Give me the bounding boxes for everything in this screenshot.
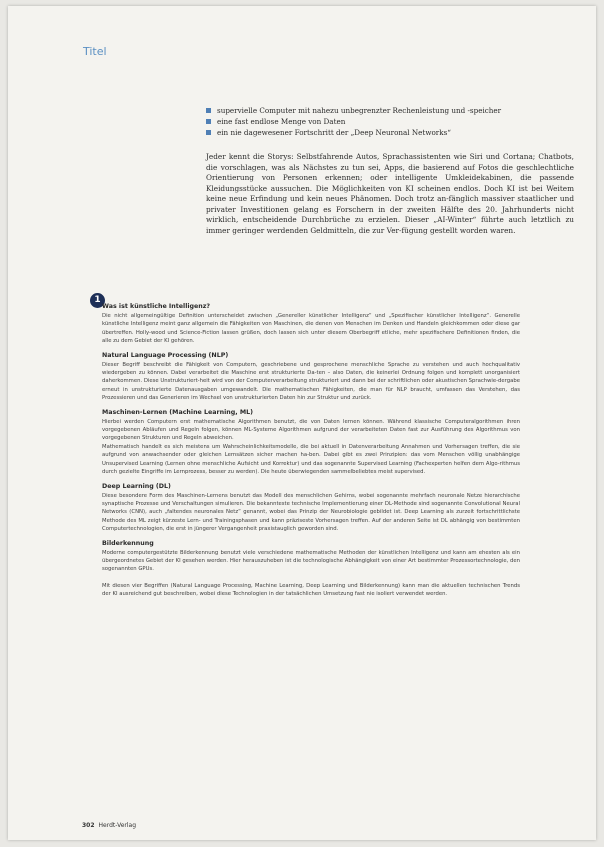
- section-heading-nlp: Natural Language Processing (NLP): [102, 351, 229, 359]
- square-bullet-icon: [206, 130, 211, 135]
- section-text-ki: Die nicht allgemeingültige Definition unterscheidet zwischen „Genereller künstlicher Intelligenz“ und „Spezifischer künstlicher Intelligenz“. Generelle künstliche Intelligenz meint ganz allgemein die Fähigkeiten von Maschinen, die denen von Menschen im Denken und Handeln gleichkommen oder diese gar übertreffen. Holly-wood und Science-Fiction lassen grüßen, doch lassen sich unter diesem Oberbegriff etliche, mehr spezifischere Definitionen finden, die alle zu dem Gebiet der KI gehören.: [102, 313, 520, 345]
- bullet-list: [206, 105, 576, 138]
- section-text-nlp: Dieser Begriff beschreibt die Fähigkeit von Computern, geschriebene und gesprochene menschliche Sprache zu verstehen und auch hochqualitativ wiedergeben zu können. Dabei verarbeitet die Maschine erst strukturierte Da-ten – also Daten, die keinerlei Ordnung folgen und komplett unorganisiert daherkommen. Diese Unstrukturiert-heit wird von der Computerverarbeitung strukturiert und dann bei der schriftlichen oder akustischen Sprachwie-dergabe erneut in unstrukturierte Datenausgaben umgewandelt. Die mathematischen Fähigkeiten, die man für NLP braucht, umfassen das Verstehen, das Prozessieren und das Generieren im Wechsel von unstrukturierten Daten hin zur Struktur und zurück.: [102, 361, 520, 402]
- page-footer: [82, 822, 136, 829]
- intro-paragraph: Jeder kennt die Storys: Selbstfahrende Autos, Sprachassistenten wie Siri und Cortana; Chatbots, die vorschlagen, was als Nächstes zu tun sei, Apps, die basierend auf Fotos die geschlechtliche Orientierung von Personen erkennen; oder intelligente Umkleidekabinen, die passende Kleidungsstücke aussuchen. Die Möglichkeiten von KI scheinen endlos. Doch KI ist bei Weitem keine neue Erfindung und kein neues Phänomen. Doch trotz an-fänglich massiver staatlicher und privater Investitionen gelang es Forschern in der zweiten Hälfte des 20. Jahrhunderts nicht wirklich, entscheidende Durchbrüche zu erzielen. Dieser „AI-Winter“ führte auch letztlich zu immer geringer werdenden Geldmitteln, die zur Ver-fügung gestellt worden waren.: [206, 152, 574, 235]
- bullet-item: [206, 127, 576, 138]
- section-text-ml-1: Hierbei werden Computern erst mathematische Algorithmen benutzt, die von Daten lernen können. Während klassische Computeralgorithmen ihren vorgegebenen Abläufen und Regeln folgen, können ML-Systeme Algorithmen aufgrund der verarbeiteten Daten fast zur Ausführung des Algorithmus von vorgegebenen Strukturen und Regeln abweichen.: [102, 418, 520, 442]
- section-heading-bilderkennung: Bilderkennung: [102, 539, 154, 547]
- bullet-text: eine fast endlose Menge von Daten: [217, 117, 346, 126]
- section-text-dl: Diese besondere Form des Maschinen-Lernens benutzt das Modell des menschlichen Gehirns, wobei sogenannte mehrfach neuronale Netze hierarchische synaptische Prozesse und Verschaltungen simulieren. Die bekannteste technische Implementierung einer DL-Methode sind sogenannte Convolutional Neural Networks (CNN), auch „faltendes neuronales Netz“ genannt, wobei das Prinzip der Neurobiologie gebildet ist. Deep Learning als zurzeit fortschrittlichste Methode des ML zeigt kürzeste Lern- und Trainingsphasen und kann präziseste Vorhersagen treffen. Auf der anderen Seite ist DL abhängig von bestimmten Computertechnologien, die erst in jüngerer Vergangenheit praxistauglich geworden sind.: [102, 492, 520, 533]
- section-heading-ki: Was ist künstliche Intelligenz?: [102, 303, 211, 310]
- footer-label: Herdt-Verlag: [98, 822, 137, 829]
- page-header-title: Titel: [83, 45, 107, 58]
- closing-note: Mit diesen vier Begriffen (Natural Language Processing, Machine Learning, Deep Learning und Bilderkennung) kann man die aktuellen technischen Trends der KI ausreichend gut beschreiben, wobei diese Technologien in der tatsächlichen Umsetzung fast nie isoliert verwendet werden.: [102, 582, 520, 598]
- section-text-ml-2: Mathematisch handelt es sich meistens um Wahrscheinlichkeitsmodelle, die bei aktuell in Datenverarbeitung Annahmen und Vorhersagen treffen, die sie aufgrund von anwachsender oder gleichen Lernsätzen sicher machen ha-ben. Dabei gibt es zwei Prinzipien: das vom Menschen völlig unabhängige Unsupervised Learning (Lernen ohne menschliche Aufsicht und Korrektur) und das sogenannte Supervised Learning (Fachexperten helfen dem Algo-rithmus durch gezielte Eingriffe im Lernprozess, besser zu werden). Die heute überwiegenden sammelbeliebtes meist supervised.: [102, 443, 520, 476]
- info-box: [102, 302, 520, 604]
- bullet-text: ein nie dagewesener Fortschritt der „Deep Neuronal Networks“: [217, 128, 451, 137]
- section-text-bilderkennung: Moderne computergestützte Bilderkennung benutzt viele verschiedene mathematische Methoden der künstlichen Intelligenz und kann am ehesten als ein übergeordnetes Gebiet der KI gesehen werden. Hier herauszuheben ist die technologische Abhängigkeit von einer Art bestimmter Prozessortechnologie, den sogenannten GPUs.: [102, 549, 520, 573]
- section-heading-dl: Deep Learning (DL): [102, 482, 171, 490]
- intro-paragraph-block: [206, 152, 574, 236]
- section-heading-ml: Maschinen-Lernen (Machine Learning, ML): [102, 408, 254, 416]
- info-box-number-badge: 1: [90, 293, 105, 308]
- bullet-item: [206, 105, 576, 116]
- square-bullet-icon: [206, 119, 211, 124]
- page-number: 302: [82, 822, 95, 829]
- bullet-item: [206, 116, 576, 127]
- book-page: [8, 6, 596, 840]
- bullet-text: supervielle Computer mit nahezu unbegrenzter Rechenleistung und -speicher: [217, 106, 502, 115]
- square-bullet-icon: [206, 108, 211, 113]
